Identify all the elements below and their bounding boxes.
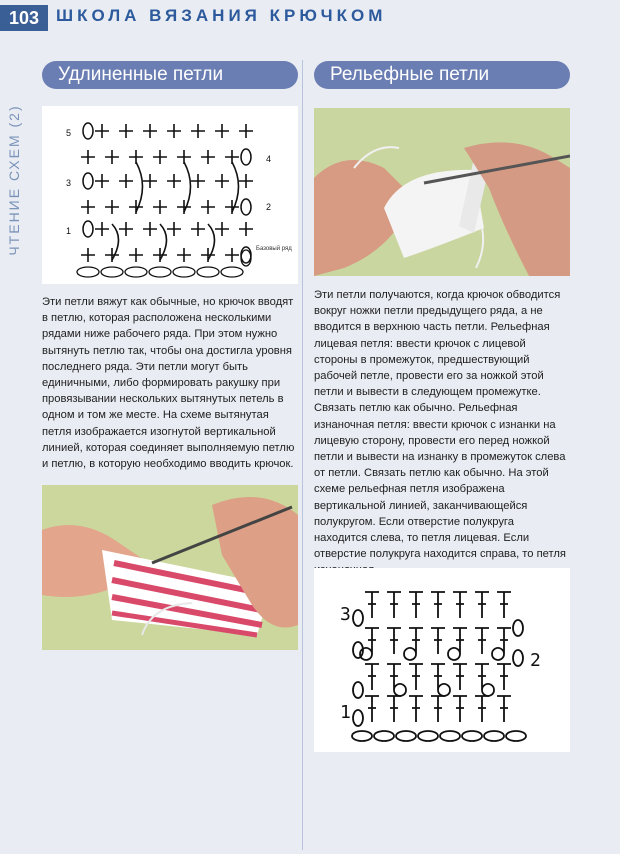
relief-stitch-description <box>314 287 570 611</box>
double-crochet-symbol <box>497 592 511 618</box>
single-crochet-symbol <box>167 174 181 188</box>
chain-stitch-symbol <box>374 731 394 741</box>
single-crochet-symbol <box>95 222 109 236</box>
chain-stitch-symbol <box>352 731 372 741</box>
section-label-text: ЧТЕНИЕ СХЕМ (2) <box>6 104 22 256</box>
relief-stitch-symbol <box>453 664 467 690</box>
relief-stitch-symbol <box>475 664 494 696</box>
relief-stitch-paragraph: Эти петли получаются, когда крючок обводится вокруг ножки петли предыдущего ряда, а не вводится в верхнюю часть петли. Рельефная лицевая петля: ввести крючок с лицевой стороны в промежуток, предшествующий рабочей петле, провести его за ножкой этой петли и вывести в следующем промежутке. Связать петлю как обычно. Рельефная изнаночная петля: ввести крючок с изнанки на лицевую сторону, провести его перед ножкой петли и вывести на изнанку в промежуток слева от петли. Связать петлю как обычно. На этой схеме рельефная петля изображена вертикальной линией, заканчивающейся полукругом. Если отверстие полукруга находится слева, то петля лицевая. Если отверстие полукруга находится справа, то петля <box>314 289 566 561</box>
single-crochet-symbol <box>119 222 133 236</box>
column-divider <box>302 60 303 850</box>
single-crochet-symbol <box>239 222 253 236</box>
elongated-stitch-diagram <box>42 106 298 284</box>
relief-stitch-symbol <box>404 628 423 660</box>
foundation-chain <box>77 250 251 277</box>
double-crochet-symbol <box>497 696 511 722</box>
chain-stitch-symbol <box>83 123 93 139</box>
single-crochet-symbol <box>119 124 133 138</box>
chain-stitch-symbol <box>241 149 251 165</box>
single-crochet-symbol <box>143 124 157 138</box>
double-crochet-symbol <box>453 696 467 722</box>
elongated-stitch-photo <box>42 485 298 650</box>
single-crochet-symbol <box>201 150 215 164</box>
double-crochet-symbol <box>387 592 401 618</box>
turning-chain-symbol <box>353 682 363 698</box>
single-crochet-symbol <box>167 222 181 236</box>
elongated-loop-curve <box>136 162 143 212</box>
relief-stitch-symbol <box>409 664 423 690</box>
heading-relief-stitches: Рельефные петли <box>314 61 570 89</box>
chain-stitch-symbol <box>83 173 93 189</box>
foundation-row-note: Базовый ряд <box>256 246 292 252</box>
relief-stitch-symbol <box>387 664 406 696</box>
double-crochet-symbol <box>475 696 489 722</box>
elongated-stitch-curves <box>112 162 239 260</box>
chain-stitch-symbol <box>418 731 438 741</box>
relief-stitch-symbols <box>352 592 526 741</box>
elongated-stitch-photo-art <box>42 485 298 650</box>
row-number: 3 <box>340 604 351 625</box>
single-crochet-symbol <box>143 222 157 236</box>
single-crochet-symbol <box>119 174 133 188</box>
double-crochet-symbol <box>453 592 467 618</box>
heading-elongated-stitches: Удлиненные петли <box>42 61 298 89</box>
single-crochet-symbol <box>129 248 143 262</box>
turning-chain-symbol <box>353 610 363 626</box>
single-crochet-symbol <box>143 174 157 188</box>
single-crochet-symbol <box>177 150 191 164</box>
single-crochet-symbol <box>177 248 191 262</box>
single-crochet-symbol <box>239 124 253 138</box>
single-crochet-symbol <box>129 150 143 164</box>
row-number: 5 <box>66 128 72 138</box>
chain-stitch-symbol <box>506 731 526 741</box>
single-crochet-symbol <box>105 200 119 214</box>
single-crochet-symbol <box>81 150 95 164</box>
relief-stitch-symbol <box>387 628 401 654</box>
single-crochet-symbol <box>153 150 167 164</box>
single-crochet-symbol <box>201 200 215 214</box>
single-crochet-symbol <box>95 174 109 188</box>
double-crochet-symbol <box>475 592 489 618</box>
page-title: ШКОЛА ВЯЗАНИЯ КРЮЧКОМ <box>56 6 387 25</box>
single-crochet-symbol <box>81 248 95 262</box>
double-crochet-symbol <box>365 696 379 722</box>
double-crochet-symbol <box>387 696 401 722</box>
relief-stitch-symbol <box>431 664 450 696</box>
chain-stitch-symbol <box>83 221 93 237</box>
single-crochet-symbol <box>81 200 95 214</box>
row-number: 1 <box>340 702 351 723</box>
relief-stitch-symbol <box>360 628 379 660</box>
single-crochet-symbol <box>95 124 109 138</box>
turning-chain-symbol <box>513 620 523 636</box>
relief-stitch-symbol <box>365 664 379 690</box>
chain-stitch-symbol <box>462 731 482 741</box>
single-crochet-symbol <box>105 150 119 164</box>
row-number: 2 <box>530 650 541 671</box>
double-crochet-symbol <box>431 592 445 618</box>
single-crochet-symbol <box>239 174 253 188</box>
single-crochet-symbol <box>215 222 229 236</box>
row-number: 2 <box>266 202 272 212</box>
section-label <box>4 95 24 265</box>
double-crochet-symbol <box>409 696 423 722</box>
turning-chain-symbol <box>353 710 363 726</box>
chain-stitch-symbol <box>440 731 460 741</box>
relief-stitch-diagram <box>314 568 570 752</box>
double-crochet-symbol <box>365 592 379 618</box>
single-crochet-symbol <box>225 150 239 164</box>
turning-chain-symbol <box>513 650 523 666</box>
relief-stitch-symbol <box>431 628 445 654</box>
chain-stitch-symbol <box>241 199 251 215</box>
double-crochet-symbol <box>409 592 423 618</box>
elongated-loop-curve <box>232 162 239 212</box>
elongated-stitch-diagram-svg <box>42 106 298 284</box>
row-number: 3 <box>66 178 72 188</box>
relief-stitch-diagram-svg <box>314 568 570 752</box>
relief-stitch-photo <box>314 108 570 276</box>
elongated-loop-curve <box>184 162 191 212</box>
row-number: 4 <box>266 154 272 164</box>
chain-stitch-symbol <box>484 731 504 741</box>
chain-stitch-symbol <box>396 731 416 741</box>
single-crochet-symbol <box>225 248 239 262</box>
single-crochet-symbol <box>167 124 181 138</box>
single-crochet-symbol <box>191 124 205 138</box>
row-number: 1 <box>66 226 72 236</box>
relief-stitch-photo-art <box>314 108 570 276</box>
single-crochet-symbol <box>215 174 229 188</box>
page-number: 103 <box>0 5 48 31</box>
single-crochet-symbol <box>215 124 229 138</box>
relief-stitch-symbol <box>448 628 467 660</box>
single-crochet-symbol <box>191 222 205 236</box>
single-crochet-symbol <box>153 200 167 214</box>
double-crochet-symbol <box>431 696 445 722</box>
elongated-stitch-description: Эти петли вяжут как обычные, но крючок вводят в петлю, которая расположена несколькими рядами ниже рабочего ряда. При этом нужно вытянуть петлю так, чтобы она достигла уровня последнего ряда. Эти петли могут быть единичными, либо формировать ракушку при провязывании нескольких вытянутых петель в одном и том же месте. На схеме вытянутая петля изображается изогнутой вертикальной линией, которая соединяет выполняемую петлю и петлю, в которую необходимо вводить крючок. <box>42 296 295 471</box>
relief-stitch-symbol <box>475 628 489 654</box>
relief-stitch-symbol <box>492 628 511 660</box>
single-crochet-symbol <box>191 174 205 188</box>
relief-stitch-symbol <box>497 664 511 690</box>
